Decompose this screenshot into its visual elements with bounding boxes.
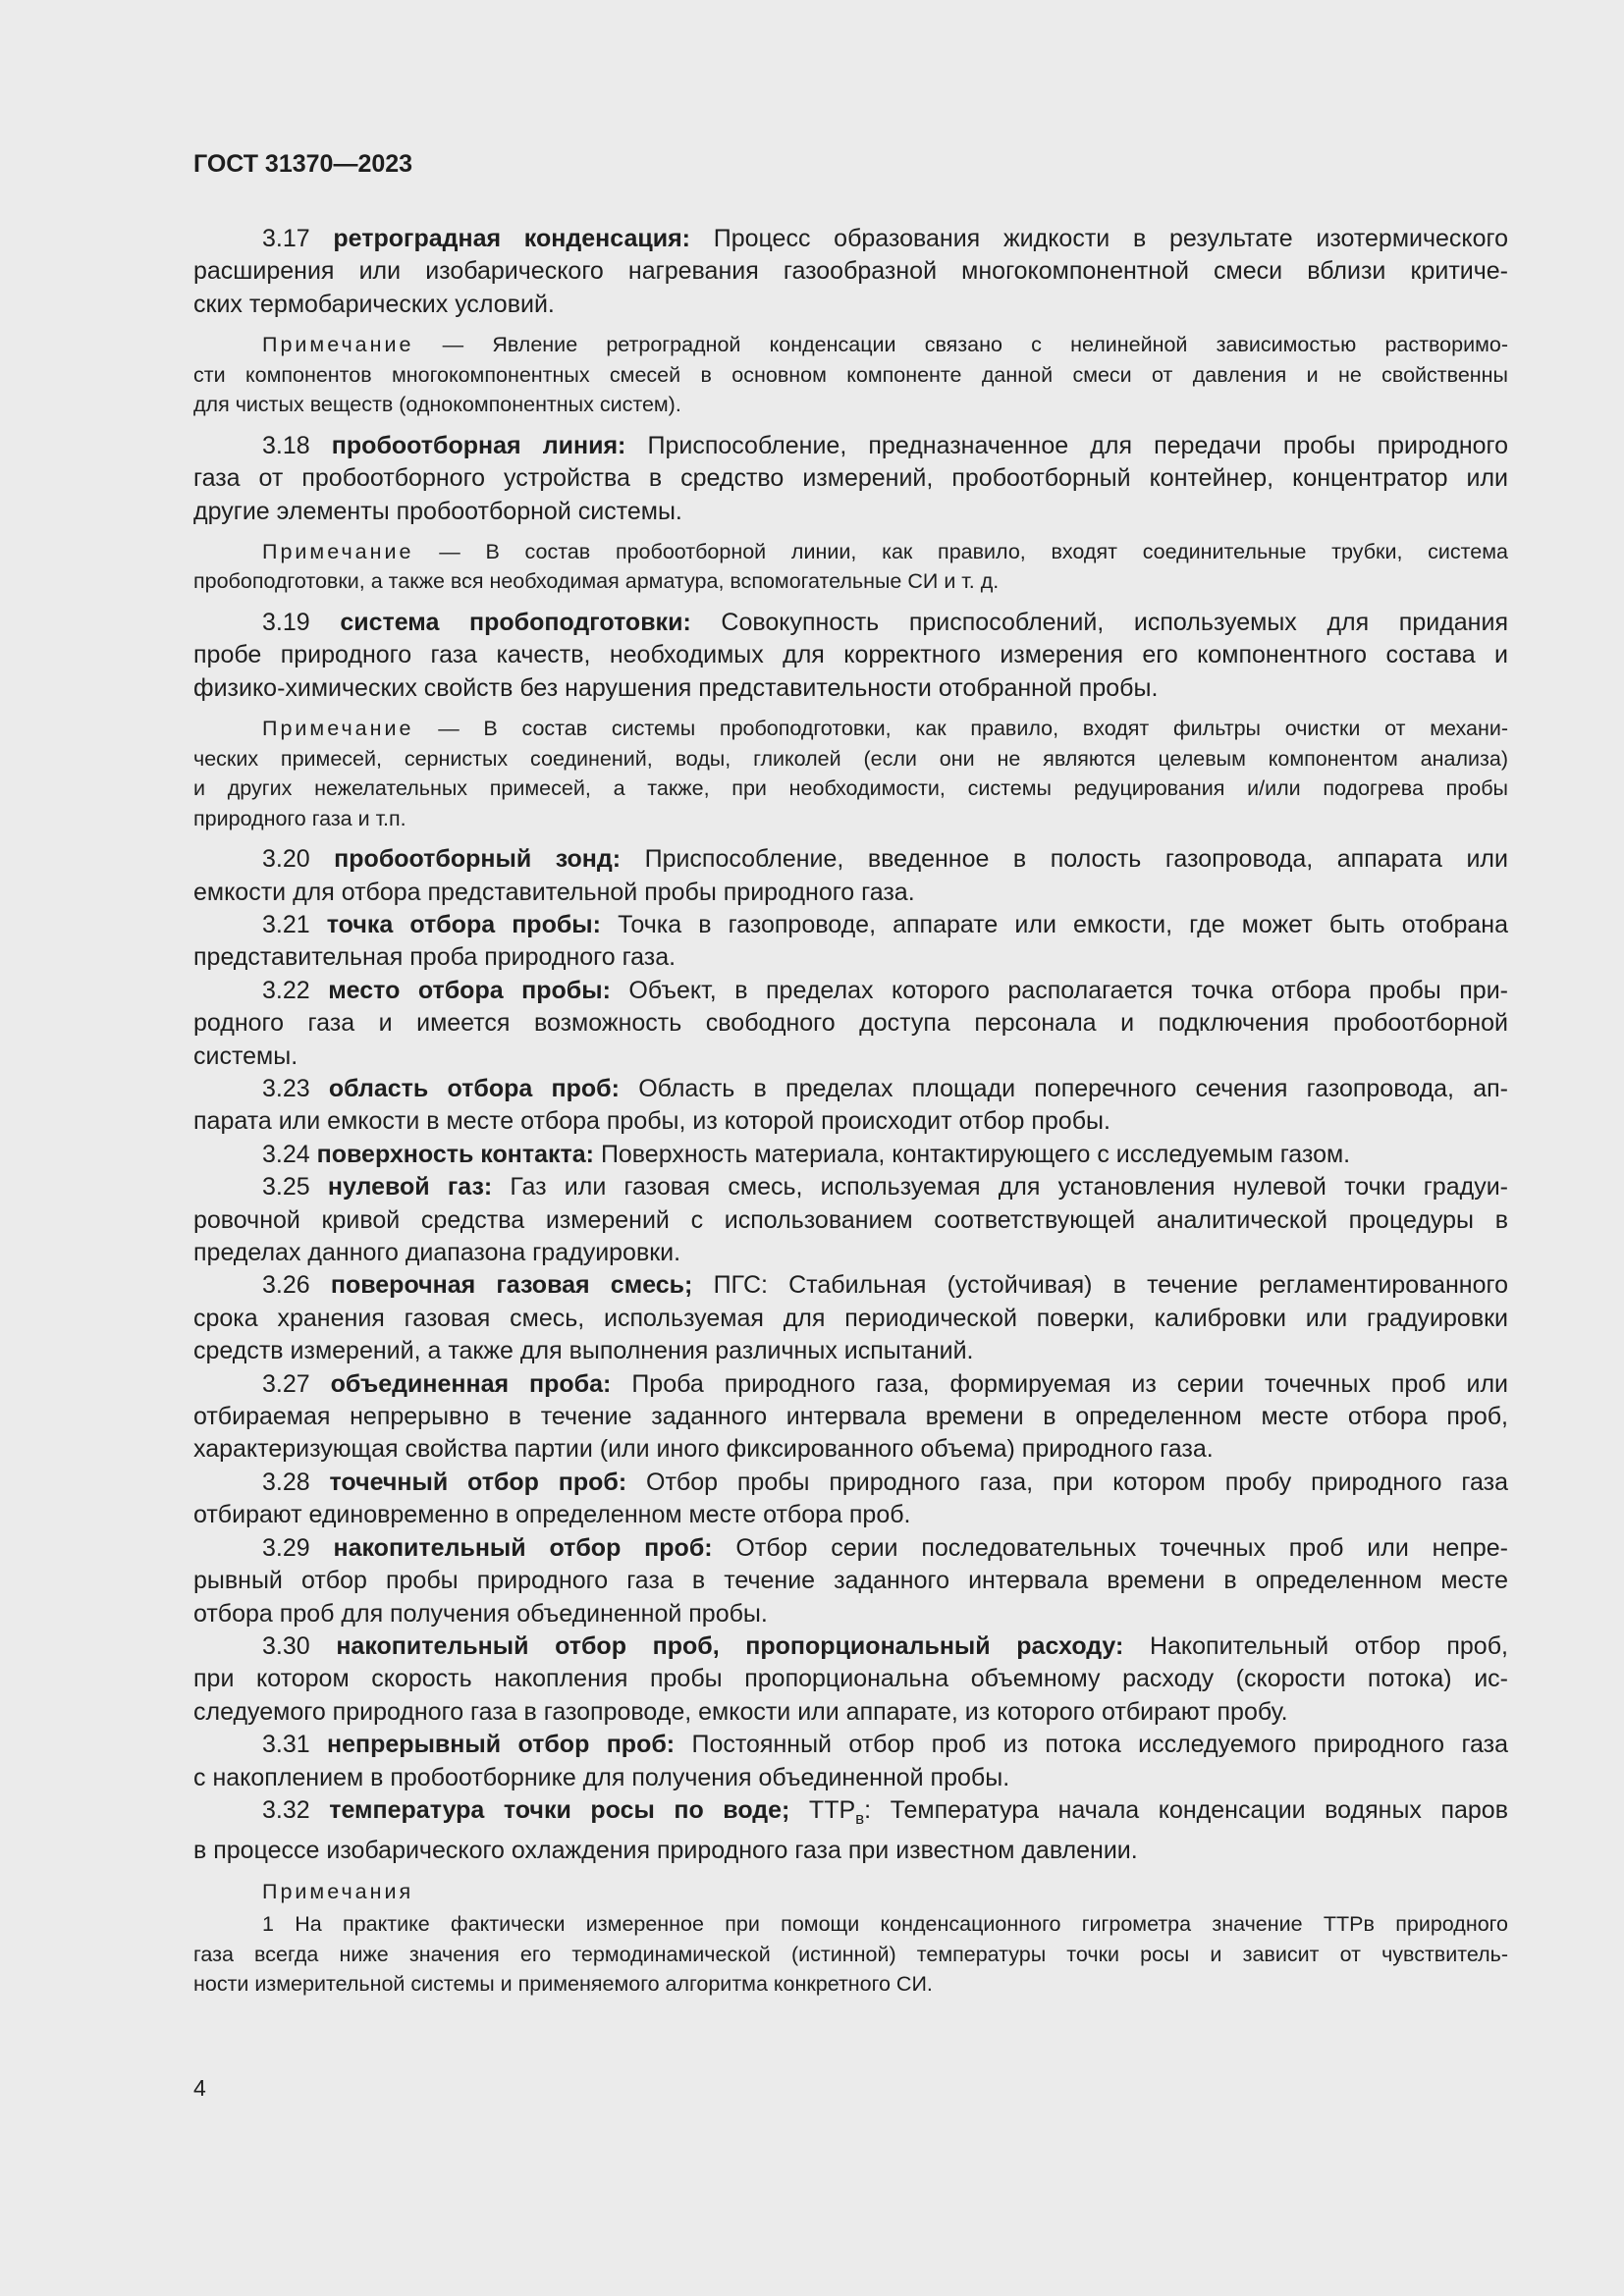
definition-text: рывный отбор пробы природного газа в течение заданного интервала времени в определенном месте [193, 1567, 1508, 1595]
definition-number: 3.28 [262, 1468, 310, 1496]
notes-3-32-heading [193, 1877, 1508, 1907]
definition-text: пределах данного диапазона градуировки. [193, 1239, 681, 1267]
definition-text: газа от пробоотборного устройства в средство измерений, пробоотборный контейнер, концентратор или [193, 464, 1508, 493]
definition-text: физико-химических свойств без нарушения представительности отобранной пробы. [193, 673, 1159, 702]
definition-3-19 [193, 607, 1508, 705]
definition-3-20 [193, 843, 1508, 909]
definition-text: пробе природного газа качеств, необходимых для корректного измерения его компонентного состава и [193, 641, 1508, 669]
definition-text: родного газа и имеется возможность свободного доступа персонала и подключения пробоотборной [193, 1009, 1508, 1038]
definition-text: Объект, в пределах которого располагается точка отбора пробы при- [628, 976, 1509, 1004]
definition-3-17 [193, 223, 1508, 321]
definition-number: 3.19 [262, 608, 310, 636]
definition-text: : Температура начала конденсации водяных паров [864, 1795, 1508, 1824]
note-text: и других нежелательных примесей, а также, при необходимости, системы редуцирования и/или подогрева пробы [193, 776, 1508, 801]
note-text: — В состав пробоотборной линии, как правило, входят соединительные трубки, система [439, 539, 1508, 563]
note-text: — В состав системы пробоподготовки, как правило, входят фильтры очистки от механи- [438, 717, 1508, 741]
definition-3-25 [193, 1171, 1508, 1269]
definition-term: температура точки росы по воде; [329, 1795, 790, 1824]
definition-number: 3.17 [262, 225, 310, 252]
note-text: пробоподготовки, а также вся необходимая арматура, вспомогательные СИ и т. д. [193, 569, 1000, 594]
definition-text: Процесс образования жидкости в результате изотермического [713, 225, 1509, 252]
definition-3-27 [193, 1368, 1508, 1467]
definition-text: Совокупность приспособлений, используемых для придания [721, 608, 1508, 636]
definition-text: Область в пределах площади поперечного сечения газопровода, ап- [638, 1075, 1508, 1102]
definition-3-29 [193, 1532, 1508, 1630]
definition-text: парата или емкости в месте отбора пробы, из которой происходит отбор пробы. [193, 1107, 1110, 1136]
note-3-18 [193, 537, 1508, 597]
definition-abbreviation: ТТР [808, 1795, 856, 1824]
definition-term: система пробоподготовки: [340, 608, 691, 636]
document-body [193, 223, 1508, 2009]
definition-3-18 [193, 430, 1508, 528]
document-header: ГОСТ 31370—2023 [193, 150, 413, 178]
definition-term: ретроградная конденсация: [333, 225, 690, 252]
definition-text: ровочной кривой средства измерений с использованием соответствующей аналитической процедуры в [193, 1205, 1508, 1234]
definition-text: средств измерений, а также для выполнения различных испытаний. [193, 1337, 974, 1365]
note-label: Примечание [262, 539, 414, 563]
note-3-19 [193, 714, 1508, 833]
definition-term: место отбора пробы: [328, 976, 611, 1004]
definition-text: емкости для отбора представительной пробы природного газа. [193, 878, 915, 906]
note-label: Примечание [262, 717, 414, 741]
definition-term: поверочная газовая смесь; [330, 1271, 693, 1300]
definition-number: 3.31 [262, 1731, 310, 1759]
note-label: Примечание [262, 333, 414, 357]
definition-term: нулевой газ: [327, 1173, 493, 1201]
definition-text: отбирают единовременно в определенном месте отбора проб. [193, 1501, 911, 1529]
note-3-17 [193, 330, 1508, 420]
notes-label: Примечания [262, 1879, 414, 1903]
definition-text: Отбор пробы природного газа, при котором пробу природного газа [646, 1468, 1508, 1496]
definition-text: расширения или изобарического нагревания газообразной многокомпонентной смеси вблизи критиче- [193, 257, 1508, 286]
definition-text: системы. [193, 1041, 298, 1070]
definition-term: область отбора проб: [328, 1075, 620, 1102]
definition-text: с накоплением в пробоотборнике для получения объединенной пробы. [193, 1763, 1010, 1791]
note-3-32-item-1 [193, 1909, 1508, 2000]
definition-3-28 [193, 1467, 1508, 1532]
definition-3-31 [193, 1729, 1508, 1794]
definition-number: 3.18 [262, 431, 310, 459]
definition-number: 3.25 [262, 1173, 310, 1201]
definition-number: 3.21 [262, 910, 310, 938]
definition-text: характеризующая свойства партии (или иного фиксированного объема) природного газа. [193, 1435, 1214, 1464]
definition-number: 3.20 [262, 845, 310, 874]
note-text: — Явление ретроградной конденсации связано с нелинейной зависимостью растворимо- [442, 333, 1508, 357]
definition-3-26 [193, 1269, 1508, 1367]
definition-text: другие элементы пробоотборной системы. [193, 497, 682, 525]
note-text: газа всегда ниже значения его термодинамической (истинной) температуры точки росы и зависит от чувствитель- [193, 1942, 1508, 1966]
definition-text: ПГС: Стабильная (устойчивая) в течение регламентированного [713, 1271, 1508, 1300]
definition-text: отбираемая непрерывно в течение заданного интервала времени в определенном месте отбора проб, [193, 1403, 1508, 1431]
definition-text: Отбор серии последовательных точечных проб или непре- [735, 1533, 1508, 1562]
definition-number: 3.27 [262, 1369, 310, 1398]
note-text: сти компонентов многокомпонентных смесей в основном компоненте данной смеси от давления и не свойственны [193, 362, 1508, 387]
note-text: для чистых веществ (однокомпонентных систем). [193, 393, 681, 417]
definition-3-22 [193, 975, 1508, 1073]
page-number: 4 [193, 2075, 206, 2101]
definition-term: накопительный отбор проб, пропорциональный расходу: [336, 1631, 1124, 1660]
definition-text: Газ или газовая смесь, используемая для установления нулевой точки градуи- [510, 1173, 1508, 1201]
definition-text: Постоянный отбор проб из потока исследуемого природного газа [691, 1731, 1508, 1759]
definition-text: Проба природного газа, формируемая из серии точечных проб или [631, 1369, 1508, 1398]
definition-term: непрерывный отбор проб: [327, 1731, 676, 1759]
definition-text: в процессе изобарического охлаждения природного газа при известном давлении. [193, 1837, 1138, 1865]
definition-term: точечный отбор проб: [329, 1468, 627, 1496]
definition-3-30 [193, 1630, 1508, 1729]
note-text: ности измерительной системы и применяемого алгоритма конкретного СИ. [193, 1972, 933, 1997]
definition-text: Поверхность материала, контактирующего с исследуемым газом. [600, 1140, 1351, 1168]
definition-text: следуемого природного газа в газопроводе, емкости или аппарате, из которого отбирают пробу. [193, 1697, 1288, 1726]
definition-text: при котором скорость накопления пробы пропорциональна объемному расходу (скорости потока) ис- [193, 1665, 1508, 1693]
definition-text: отбора проб для получения объединенной пробы. [193, 1599, 768, 1628]
definition-number: 3.32 [262, 1795, 310, 1824]
definition-number: 3.23 [262, 1075, 310, 1102]
definition-3-21 [193, 909, 1508, 975]
definition-number: 3.29 [262, 1533, 310, 1562]
definition-text: Приспособление, предназначенное для передачи пробы природного [647, 431, 1509, 459]
definition-term: объединенная проба: [330, 1369, 612, 1398]
definition-number: 3.24 [262, 1140, 310, 1168]
definition-term: пробоотборный зонд: [334, 845, 622, 874]
definition-term: пробоотборная линия: [331, 431, 626, 459]
definition-text: представительная проба природного газа. [193, 943, 677, 972]
definition-text: ских термобарических условий. [193, 290, 555, 318]
definition-text: Точка в газопроводе, аппарате или емкости, где может быть отобрана [618, 910, 1508, 938]
definition-text: срока хранения газовая смесь, используемая для периодической поверки, калибровки или градуировки [193, 1304, 1508, 1332]
definition-3-23 [193, 1073, 1508, 1139]
note-text: ческих примесей, сернистых соединений, воды, гликолей (если они не являются целевым компонентом анализа) [193, 746, 1508, 771]
definition-term: поверхность контакта: [316, 1140, 594, 1168]
definition-number: 3.26 [262, 1271, 310, 1300]
note-text: 1 На практике фактически измеренное при помощи конденсационного гигрометра значение ТТРв природного [262, 1912, 1508, 1937]
note-text: природного газа и т.п. [193, 806, 406, 830]
definition-text: Приспособление, введенное в полость газопровода, аппарата или [644, 845, 1508, 874]
definition-number: 3.22 [262, 976, 310, 1004]
definition-term: точка отбора пробы: [326, 910, 601, 938]
definition-3-24 [193, 1139, 1508, 1171]
definition-term: накопительный отбор проб: [333, 1533, 713, 1562]
definition-text: Накопительный отбор проб, [1149, 1631, 1508, 1660]
abbreviation-subscript: в [855, 1808, 865, 1828]
definition-3-32 [193, 1794, 1508, 1868]
definition-number: 3.30 [262, 1631, 310, 1660]
